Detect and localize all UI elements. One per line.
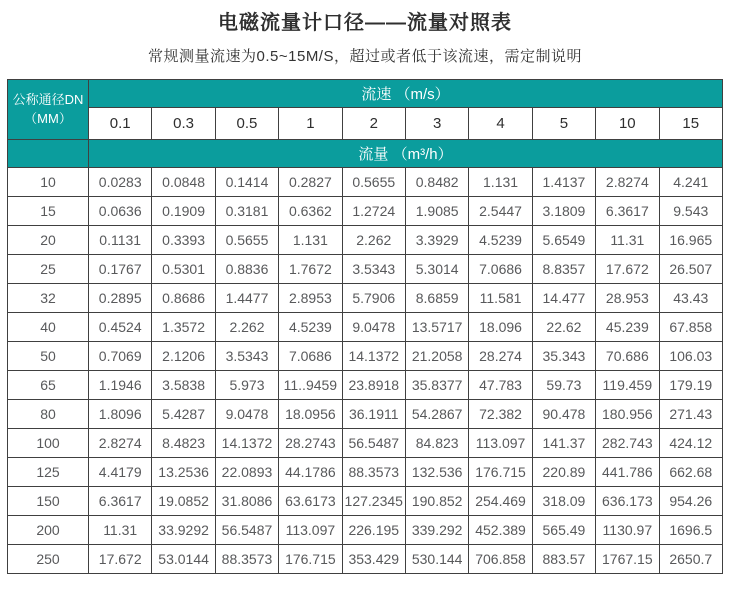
table-row (8, 197, 723, 226)
flow-value-cell: 17.672 (89, 545, 152, 574)
flow-value-cell: 1767.15 (596, 545, 659, 574)
flow-value-cell: 28.2743 (279, 429, 342, 458)
flow-value-cell: 7.0686 (279, 342, 342, 371)
flow-value-cell: 5.6549 (532, 226, 595, 255)
velocity-value-cell: 3 (405, 108, 468, 140)
table-row (8, 284, 723, 313)
flow-value-cell: 56.5487 (342, 429, 405, 458)
dn-cell: 150 (8, 487, 89, 516)
flow-value-cell: 31.8086 (215, 487, 278, 516)
flow-value-cell: 2.8274 (596, 168, 659, 197)
flow-value-cell: 5.3014 (405, 255, 468, 284)
flow-value-cell: 636.173 (596, 487, 659, 516)
flow-value-cell: 220.89 (532, 458, 595, 487)
flow-value-cell: 8.6859 (405, 284, 468, 313)
flow-value-cell: 1.7672 (279, 255, 342, 284)
page-subtitle: 常规测量流速为0.5~15M/S，超过或者低于该流速，需定制说明 (148, 48, 582, 65)
flow-value-cell: 0.0636 (89, 197, 152, 226)
flow-value-cell: 2.262 (342, 226, 405, 255)
flow-value-cell: 9.0478 (215, 400, 278, 429)
flow-value-cell: 0.3181 (215, 197, 278, 226)
flow-value-cell: 0.1414 (215, 168, 278, 197)
velocity-value-cell: 0.1 (89, 108, 152, 140)
velocity-value-cell: 4 (469, 108, 532, 140)
flow-table (7, 79, 723, 574)
flow-value-cell: 8.4823 (152, 429, 215, 458)
flow-value-cell: 70.686 (596, 342, 659, 371)
flow-value-cell: 254.469 (469, 487, 532, 516)
table-row (8, 168, 723, 197)
flow-value-cell: 339.292 (405, 516, 468, 545)
flow-value-cell: 9.0478 (342, 313, 405, 342)
flow-value-cell: 84.823 (405, 429, 468, 458)
flow-value-cell: 17.672 (596, 255, 659, 284)
flow-value-cell: 0.5655 (342, 168, 405, 197)
flow-value-cell: 67.858 (659, 313, 722, 342)
corner-header-line2: （MM） (24, 110, 72, 126)
flow-value-cell: 1.131 (469, 168, 532, 197)
flow-value-cell: 176.715 (279, 545, 342, 574)
flow-value-cell: 353.429 (342, 545, 405, 574)
flow-value-cell: 424.12 (659, 429, 722, 458)
flow-header: 流量 （m³/h） (89, 140, 723, 168)
flow-value-cell: 1.9085 (405, 197, 468, 226)
flow-value-cell: 0.2827 (279, 168, 342, 197)
velocity-value-cell: 5 (532, 108, 595, 140)
flow-value-cell: 141.37 (532, 429, 595, 458)
table-row (8, 226, 723, 255)
table-row (8, 458, 723, 487)
flow-value-cell: 0.1131 (89, 226, 152, 255)
flow-value-cell: 3.5343 (342, 255, 405, 284)
flow-value-cell: 0.8482 (405, 168, 468, 197)
flow-value-cell: 0.6362 (279, 197, 342, 226)
flow-value-cell: 28.953 (596, 284, 659, 313)
flow-value-cell: 44.1786 (279, 458, 342, 487)
flow-value-cell: 5.7906 (342, 284, 405, 313)
flow-value-cell: 226.195 (342, 516, 405, 545)
flow-value-cell: 88.3573 (215, 545, 278, 574)
flow-value-cell: 7.0686 (469, 255, 532, 284)
velocity-value-cell: 2 (342, 108, 405, 140)
dn-cell: 25 (8, 255, 89, 284)
flow-value-cell: 0.7069 (89, 342, 152, 371)
flow-value-cell: 565.49 (532, 516, 595, 545)
velocity-value-cell: 0.5 (215, 108, 278, 140)
flow-value-cell: 28.274 (469, 342, 532, 371)
velocity-value-cell: 1 (279, 108, 342, 140)
dn-cell: 80 (8, 400, 89, 429)
flow-value-cell: 176.715 (469, 458, 532, 487)
dn-cell: 40 (8, 313, 89, 342)
flow-value-cell: 3.1809 (532, 197, 595, 226)
flow-label-left-cell (8, 140, 89, 168)
flow-value-cell: 63.6173 (279, 487, 342, 516)
flow-value-cell: 59.73 (532, 371, 595, 400)
flow-value-cell: 132.536 (405, 458, 468, 487)
flow-value-cell: 33.9292 (152, 516, 215, 545)
flow-value-cell: 13.5717 (405, 313, 468, 342)
flow-value-cell: 113.097 (279, 516, 342, 545)
flow-value-cell: 4.241 (659, 168, 722, 197)
flow-value-cell: 11.31 (89, 516, 152, 545)
flow-value-cell: 14.1372 (215, 429, 278, 458)
flow-value-cell: 1.131 (279, 226, 342, 255)
dn-cell: 10 (8, 168, 89, 197)
flow-value-cell: 3.3929 (405, 226, 468, 255)
flow-value-cell: 11.581 (469, 284, 532, 313)
table-row (8, 255, 723, 284)
flow-value-cell: 119.459 (596, 371, 659, 400)
velocity-header: 流速 （m/s） (89, 80, 723, 108)
dn-cell: 250 (8, 545, 89, 574)
flow-value-cell: 9.543 (659, 197, 722, 226)
flow-value-cell: 2.1206 (152, 342, 215, 371)
table-row (8, 371, 723, 400)
flow-value-cell: 88.3573 (342, 458, 405, 487)
flow-value-cell: 14.477 (532, 284, 595, 313)
flow-value-cell: 26.507 (659, 255, 722, 284)
flow-value-cell: 1.4137 (532, 168, 595, 197)
flow-value-cell: 0.1767 (89, 255, 152, 284)
flow-value-cell: 2.8953 (279, 284, 342, 313)
flow-value-cell: 883.57 (532, 545, 595, 574)
flow-value-cell: 6.3617 (596, 197, 659, 226)
flow-value-cell: 0.0283 (89, 168, 152, 197)
flow-value-cell: 45.239 (596, 313, 659, 342)
table-row (8, 429, 723, 458)
flow-value-cell: 13.2536 (152, 458, 215, 487)
flow-value-cell: 16.965 (659, 226, 722, 255)
table-row (8, 545, 723, 574)
flow-value-cell: 1.2724 (342, 197, 405, 226)
dn-cell: 50 (8, 342, 89, 371)
flow-value-cell: 18.096 (469, 313, 532, 342)
flow-value-cell: 19.0852 (152, 487, 215, 516)
flow-table-head (8, 80, 723, 168)
flow-value-cell: 21.2058 (405, 342, 468, 371)
flow-value-cell: 0.5301 (152, 255, 215, 284)
corner-header (8, 80, 89, 140)
velocity-value-cell: 0.3 (152, 108, 215, 140)
dn-cell: 100 (8, 429, 89, 458)
flow-table-body (8, 168, 723, 574)
flow-value-cell: 0.2895 (89, 284, 152, 313)
flow-value-cell: 441.786 (596, 458, 659, 487)
flow-value-cell: 1.8096 (89, 400, 152, 429)
flow-value-cell: 35.343 (532, 342, 595, 371)
flow-value-cell: 11.31 (596, 226, 659, 255)
flow-value-cell: 530.144 (405, 545, 468, 574)
flow-value-cell: 4.4179 (89, 458, 152, 487)
flow-value-cell: 53.0144 (152, 545, 215, 574)
velocity-value-cell: 10 (596, 108, 659, 140)
flow-value-cell: 90.478 (532, 400, 595, 429)
flow-value-cell: 4.5239 (279, 313, 342, 342)
dn-cell: 15 (8, 197, 89, 226)
flow-value-cell: 1696.5 (659, 516, 722, 545)
flow-value-cell: 706.858 (469, 545, 532, 574)
flow-value-cell: 127.2345 (342, 487, 405, 516)
dn-cell: 32 (8, 284, 89, 313)
flow-value-cell: 3.5343 (215, 342, 278, 371)
flow-label-row (8, 140, 723, 168)
flow-value-cell: 2.5447 (469, 197, 532, 226)
flow-value-cell: 271.43 (659, 400, 722, 429)
flow-value-cell: 0.5655 (215, 226, 278, 255)
flow-value-cell: 11..9459 (279, 371, 342, 400)
flow-value-cell: 0.4524 (89, 313, 152, 342)
table-row (8, 342, 723, 371)
flow-value-cell: 954.26 (659, 487, 722, 516)
flow-value-cell: 452.389 (469, 516, 532, 545)
flow-value-cell: 8.8357 (532, 255, 595, 284)
table-row (8, 487, 723, 516)
flow-value-cell: 36.1911 (342, 400, 405, 429)
flow-value-cell: 35.8377 (405, 371, 468, 400)
flow-value-cell: 22.0893 (215, 458, 278, 487)
flow-value-cell: 5.973 (215, 371, 278, 400)
corner-header-line1: 公称通径DN (12, 91, 84, 107)
dn-cell: 20 (8, 226, 89, 255)
flow-value-cell: 0.8836 (215, 255, 278, 284)
flow-value-cell: 4.5239 (469, 226, 532, 255)
velocity-label-row (8, 80, 723, 108)
flow-value-cell: 179.19 (659, 371, 722, 400)
flow-value-cell: 47.783 (469, 371, 532, 400)
velocity-values-row (8, 108, 723, 140)
flow-value-cell: 6.3617 (89, 487, 152, 516)
page (0, 6, 730, 594)
flow-value-cell: 0.8686 (152, 284, 215, 313)
flow-value-cell: 5.4287 (152, 400, 215, 429)
flow-value-cell: 282.743 (596, 429, 659, 458)
flow-value-cell: 2.8274 (89, 429, 152, 458)
flow-value-cell: 72.382 (469, 400, 532, 429)
flow-value-cell: 1.1946 (89, 371, 152, 400)
flow-value-cell: 23.8918 (342, 371, 405, 400)
page-title: 电磁流量计口径——流量对照表 (218, 12, 512, 34)
table-row (8, 400, 723, 429)
flow-value-cell: 18.0956 (279, 400, 342, 429)
table-row (8, 516, 723, 545)
flow-value-cell: 106.03 (659, 342, 722, 371)
flow-value-cell: 54.2867 (405, 400, 468, 429)
flow-value-cell: 43.43 (659, 284, 722, 313)
flow-value-cell: 0.1909 (152, 197, 215, 226)
flow-value-cell: 0.3393 (152, 226, 215, 255)
dn-cell: 65 (8, 371, 89, 400)
flow-value-cell: 318.09 (532, 487, 595, 516)
flow-value-cell: 1.4477 (215, 284, 278, 313)
flow-value-cell: 2650.7 (659, 545, 722, 574)
flow-value-cell: 2.262 (215, 313, 278, 342)
table-row (8, 313, 723, 342)
flow-value-cell: 180.956 (596, 400, 659, 429)
flow-value-cell: 0.0848 (152, 168, 215, 197)
flow-value-cell: 190.852 (405, 487, 468, 516)
flow-value-cell: 1130.97 (596, 516, 659, 545)
flow-value-cell: 113.097 (469, 429, 532, 458)
dn-cell: 200 (8, 516, 89, 545)
dn-cell: 125 (8, 458, 89, 487)
flow-value-cell: 662.68 (659, 458, 722, 487)
flow-value-cell: 22.62 (532, 313, 595, 342)
flow-value-cell: 3.5838 (152, 371, 215, 400)
velocity-value-cell: 15 (659, 108, 722, 140)
flow-value-cell: 56.5487 (215, 516, 278, 545)
flow-value-cell: 14.1372 (342, 342, 405, 371)
flow-value-cell: 1.3572 (152, 313, 215, 342)
